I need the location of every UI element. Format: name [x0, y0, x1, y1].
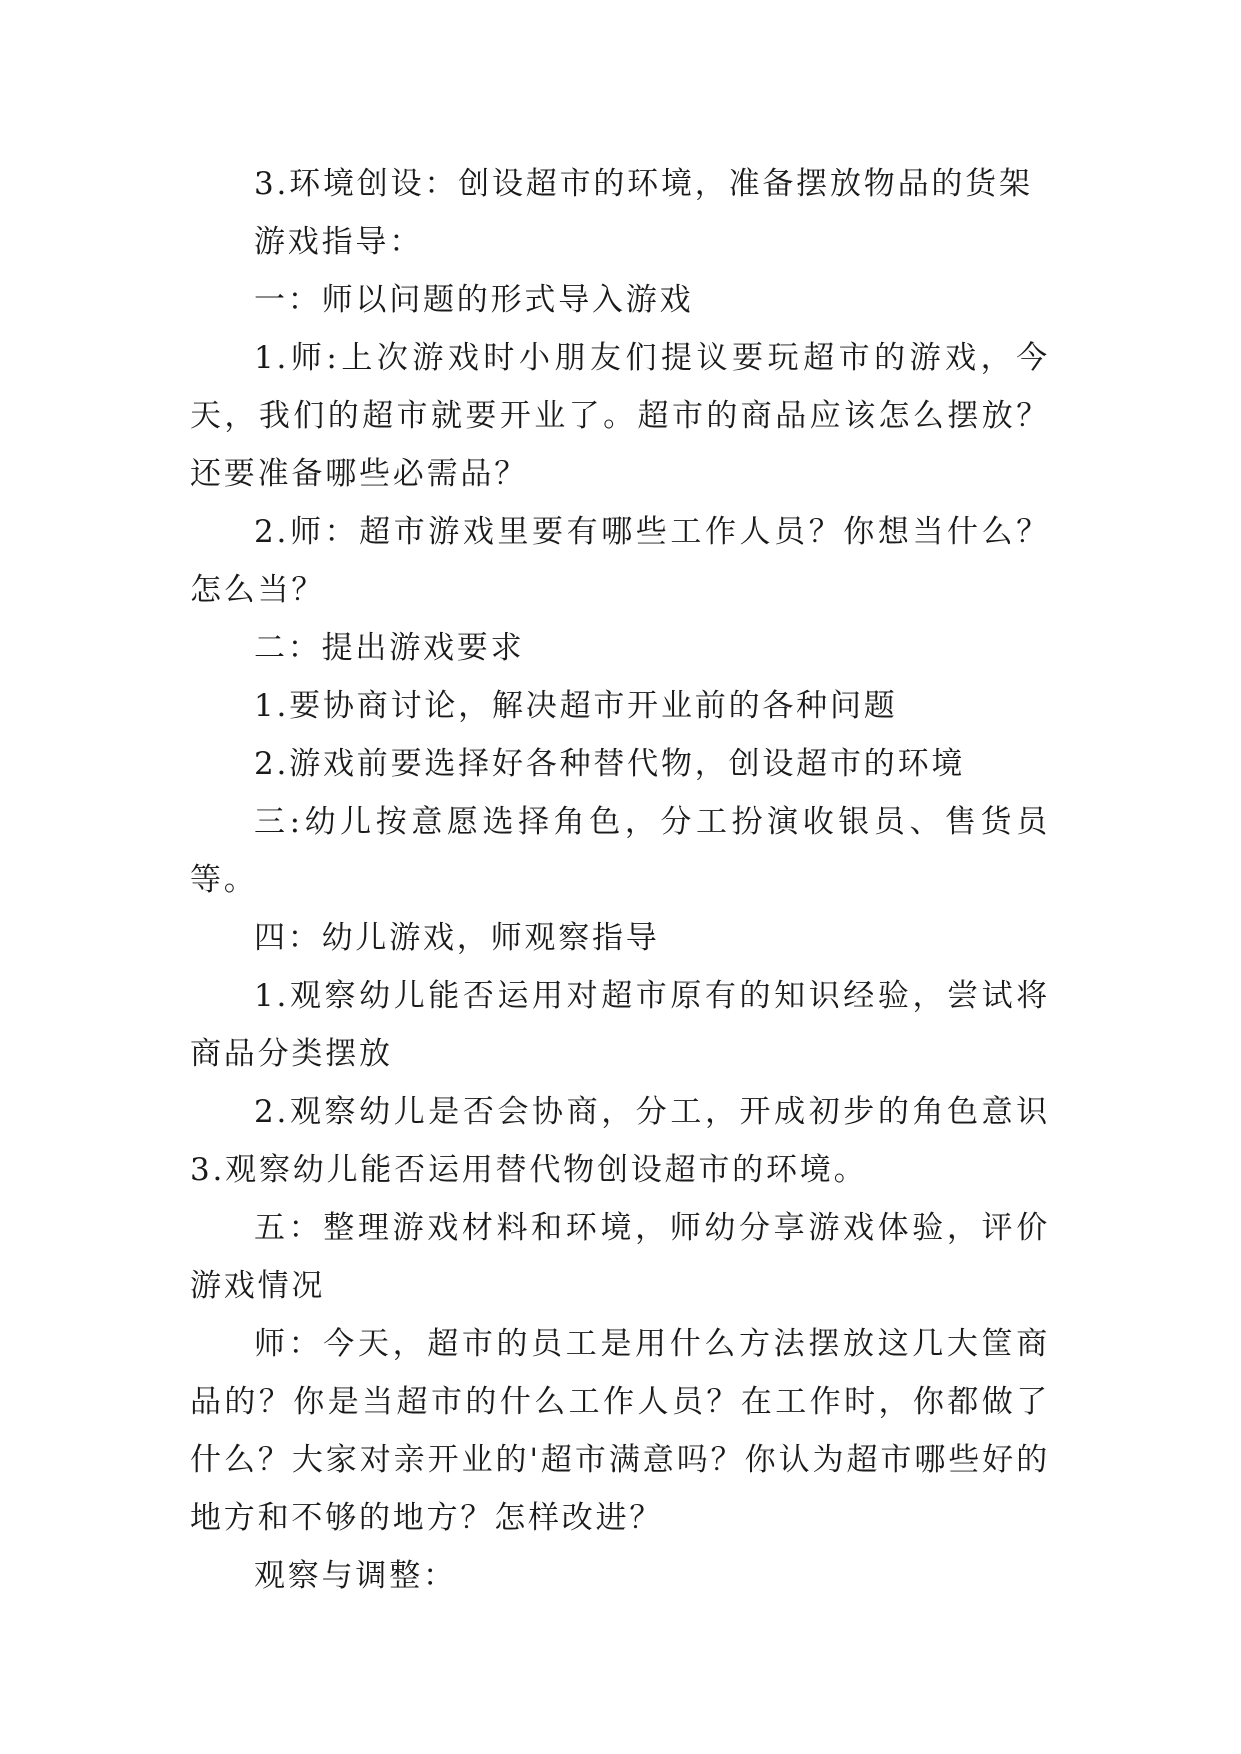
paragraph-environment-setup: 3.环境创设：创设超市的环境，准备摆放物品的货架	[254, 166, 1033, 202]
paragraph-section-two-heading: 二：提出游戏要求	[254, 630, 525, 666]
paragraph-observation-1: 1.观察幼儿能否运用对超市原有的知识经验，尝试将商品分类摆放	[190, 978, 1050, 1072]
paragraph-observation-adjustment-heading: 观察与调整：	[254, 1558, 457, 1594]
paragraph-observation-2-3: 2.观察幼儿是否会协商，分工，开成初步的角色意识3.观察幼儿能否运用替代物创设超市的环境。	[190, 1094, 1050, 1188]
paragraph-teacher-review: 师：今天，超市的员工是用什么方法摆放这几大筐商品的？你是当超市的什么工作人员？在工作时，你都做了什么？大家对亲开业的'超市满意吗？你认为超市哪些好的地方和不够的地方？怎样改进？	[190, 1326, 1050, 1536]
paragraph-requirement-1: 1.要协商讨论，解决超市开业前的各种问题	[254, 688, 898, 724]
paragraph-teacher-question-2: 2.师：超市游戏里要有哪些工作人员？你想当什么？怎么当？	[190, 514, 1050, 608]
paragraph-section-four-heading: 四：幼儿游戏，师观察指导	[254, 920, 660, 956]
paragraph-section-one-heading: 一：师以问题的形式导入游戏	[254, 282, 694, 318]
paragraph-section-five-heading: 五：整理游戏材料和环境，师幼分享游戏体验，评价游戏情况	[190, 1210, 1050, 1304]
paragraph-teacher-question-1: 1.师:上次游戏时小朋友们提议要玩超市的游戏，今天，我们的超市就要开业了。超市的商品应该怎么摆放？还要准备哪些必需品？	[190, 340, 1050, 492]
paragraph-section-three: 三:幼儿按意愿选择角色，分工扮演收银员、售货员等。	[190, 804, 1050, 898]
paragraph-requirement-2: 2.游戏前要选择好各种替代物，创设超市的环境	[254, 746, 966, 782]
paragraph-game-guidance-heading: 游戏指导：	[254, 224, 423, 260]
document-body	[190, 155, 1050, 1605]
